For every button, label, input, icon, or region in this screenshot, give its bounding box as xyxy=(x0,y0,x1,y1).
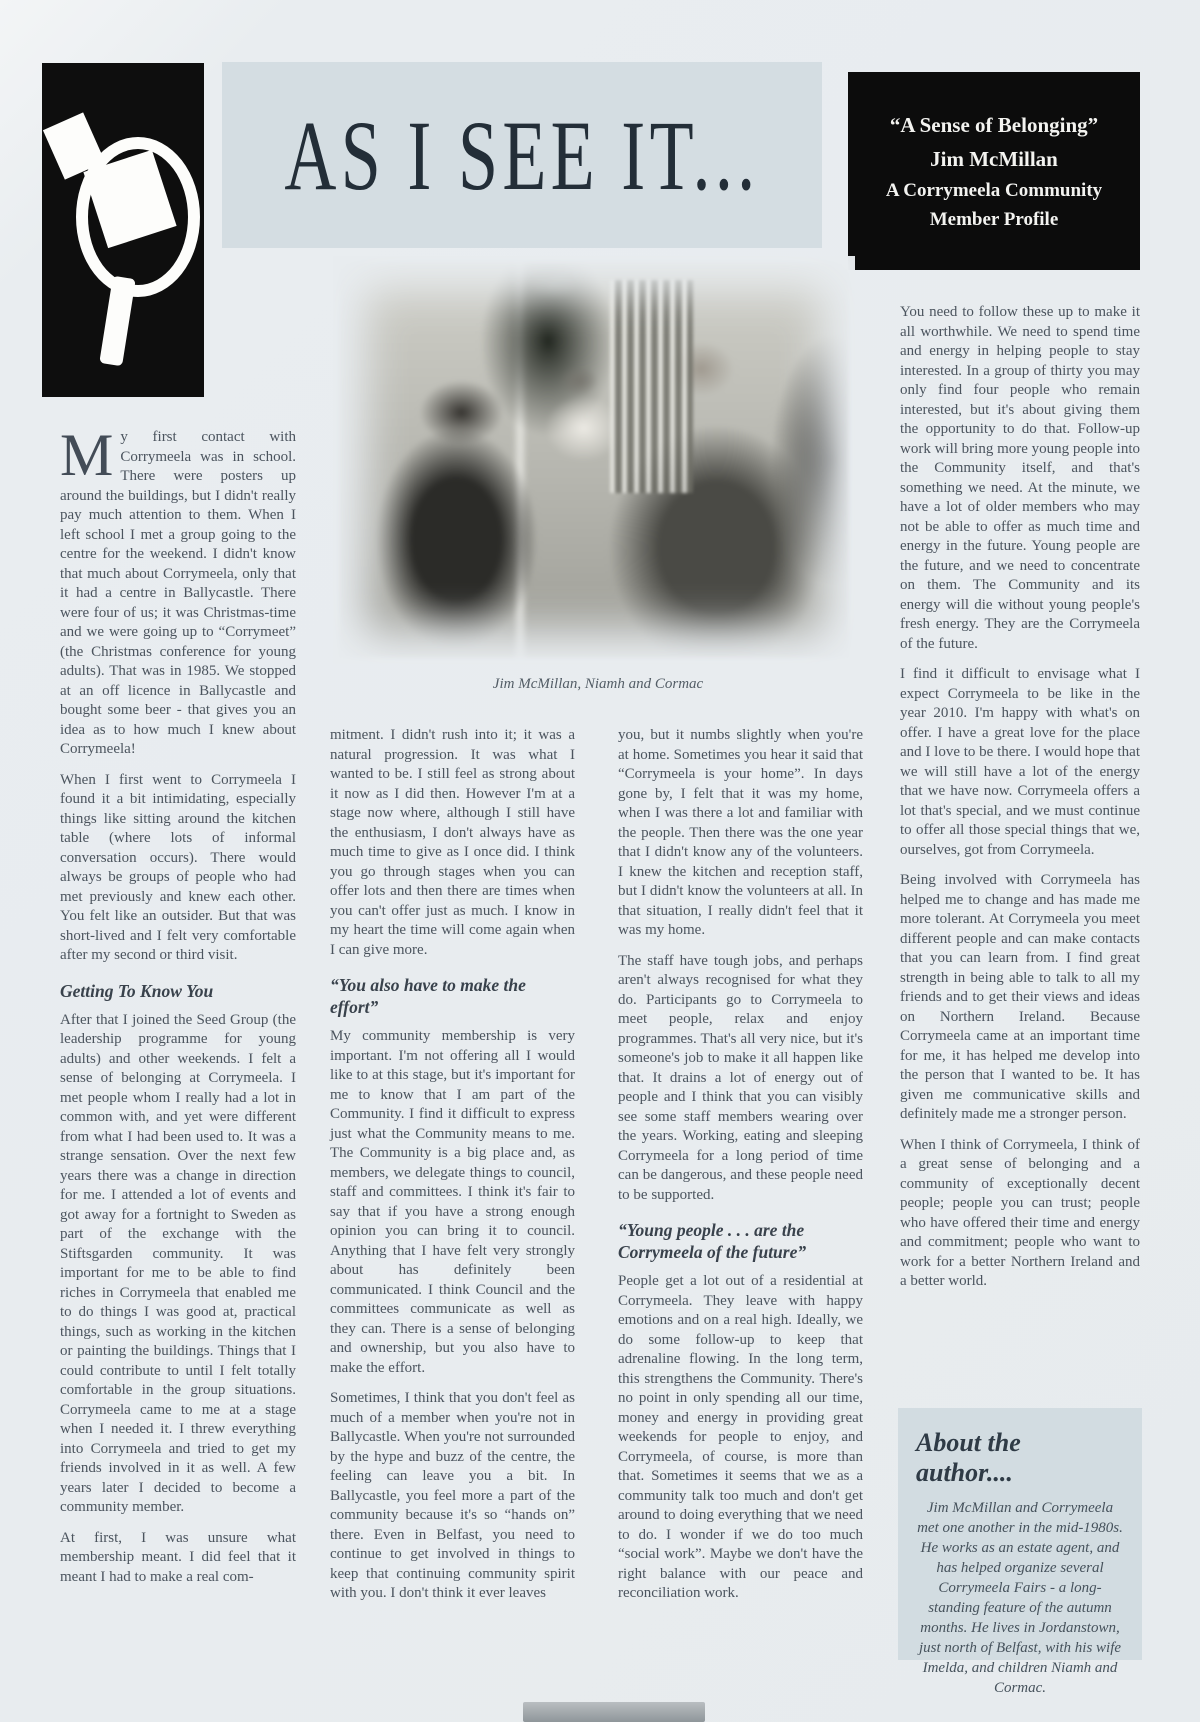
about-author-body: Jim McMillan and Corrymeela met one another in the mid-1980s. He works as an estate agent, and has helped organize several Corrymeela Fairs - a long-standing feature of the autumn months. He lives in Jordanstown, just north of Belfast, with his wife Imelda, and children Niamh and Cormac. xyxy=(917,1500,1123,1696)
section-heading-getting-to-know-you: Getting To Know You xyxy=(60,980,214,1001)
article-column-2 xyxy=(330,726,575,1615)
paragraph: Sometimes, I think that you don't feel as much of a member when you're not in Ballycastle. When you're not surrounded by the hype and buzz of the centre, the feeling can leave you a bit. In Ballycastle, you feel more a part of the community because it's so “hands on” there. Even in Belfast, you need to continue to get involved in things to keep that continuing community spirit with you. I don't think it ever leaves xyxy=(330,1390,575,1601)
paragraph-text: y first contact with Corrymeela was in school. There were posters up around the buildings, but I didn't really pay much attention to them. When I left school I met a group going to the centre for the weekend. I didn't know that much about Corrymeela, only that it had a centre in Ballycastle. There were four of us; it was Christmas-time and we were going up to “Corrymeet” (the Christmas conference for young adults). That was in 1985. We stopped at an off licence in Ballycastle and bought some beer - that gives you an idea as to how much I knew about Corrymeela! xyxy=(60,429,296,757)
profile-name: Jim McMillan xyxy=(930,147,1058,172)
paragraph xyxy=(60,422,296,760)
paragraph: Being involved with Corrymeela has helped me to change and has made me more tolerant. At Corrymeela you meet different people and can make contacts that you can learn from. I find great strength in being able to talk to all my friends and to get their views and ideas on Northern Ireland. Because Corrymeela came at an important time for me, it has helped me develop into the person that I wanted to be. It has given me communicative skills and definitely made me a stronger person. xyxy=(900,872,1140,1122)
article-column-3 xyxy=(618,726,863,1615)
photo-feathered-edge xyxy=(333,256,855,664)
member-profile-box xyxy=(848,72,1140,270)
paragraph: At first, I was unsure what membership meant. I did feel that it meant I had to make a real com- xyxy=(60,1529,296,1585)
drop-cap: M xyxy=(60,422,114,488)
about-author-heading: About the author.... xyxy=(916,1428,1021,1487)
paragraph: You need to follow these up to make it all worthwhile. We need to spend time and energy in helping people to stay interested. In a group of thirty you may only find four people who remain interested, but it's about giving them the opportunity to do that. Follow-up work will bring more young people into the Community itself, and that's something we need. At the minute, we have a lot of older members who may not be able to offer as much time and energy in the future. Young people are the future, and we need to concentrate on them. The Community and its energy will die without young people's fresh energy. They are the Corrymeela of the future. xyxy=(900,304,1140,652)
profile-role: Member Profile xyxy=(929,209,1059,231)
section-heading-young-people: “Young people . . . are the Corrymeela of the future” xyxy=(618,1220,807,1262)
paragraph: I find it difficult to envisage what I expect Corrymeela to be like in the year 2010. I'm happy with what's on offer. I have a great love for the place and I love to be there. I would hope that we will still have a lot of the energy that we have now. Corrymeela offers a lot that's special, and we must continue to offer all those special things that we, ourselves, got from Corrymeela. xyxy=(900,666,1140,858)
section-heading-make-the-effort: “You also have to make the effort” xyxy=(330,975,526,1017)
masthead-band xyxy=(222,62,822,248)
article-column-1 xyxy=(60,422,296,1598)
paragraph: The staff have tough jobs, and perhaps aren't always recognised for what they do. Participants go to Corrymeela to meet people, relax and enjoy programmes. That's all very nice, but it's someone's job to make it all happen like that. It drains a lot of energy out of people and I think that you can visibly see some staff members wearing over the years. Working, eating and sleeping Corrymeela for a long period of time can be dangerous, and these people need to be supported. xyxy=(618,952,863,1203)
masthead-title: AS I SEE IT... xyxy=(284,99,760,211)
about-author-box xyxy=(898,1408,1142,1696)
paragraph: After that I joined the Seed Group (the leadership programme for young adults) and other weekends. I felt a sense of belonging at Corrymeela. I met people whom I really had a lot in common with, and yet were different from what I had been used to. It was a strange sensation. Over the next few years there was a change in direction for me. I attended a lot of events and got away for a fortnight to Sweden as part of the exchange with the Stiftsgarden community. It was important for me to be able to find riches in Corrymeela that enabled me to do things I was good at, practical things, such as working in the kitchen or painting the buildings. Things that I could contribute to until I felt totally comfortable in the group situations. Corrymeela came to me at a stage when I needed it. I threw everything into Corrymeela and tried to get my friends involved in it as well. A few years later I decided to become a community member. xyxy=(60,1011,296,1515)
logo-box xyxy=(42,63,204,397)
paragraph: My community membership is very important. I'm not offering all I would like to at this stage, but it's important for me to know that I am part of the Community. I find it difficult to express just what the Community means to me. The Community is a big place and, as members, we delegate things to council, staff and committees. I think it's fair to say that if you have a strong enough opinion you can bring it to council. Anything that I have felt very strongly about has definitely been communicated. I think Council and the committees communicate as well as they can. There is a sense of belonging and ownership, but you also have to make the effort. xyxy=(330,1028,575,1376)
profile-quote: “A Sense of Belonging” xyxy=(889,113,1099,137)
paragraph: People get a lot out of a residential at Corrymeela. They leave with happy emotions and on a real high. Ideally, we do some follow-up to keep that adrenaline flowing. In the long term, this strengthens the Community. There's no point in only spending all our time, money and energy in providing great weekends for people to enjoy, and Corrymeela, of course, is more than that. Sometimes it seems that we as a community talk too much and don't get around to doing everything that we need to do. I wonder if we do too much “social work”. Maybe we don't have the right balance with our peace and reconciliation work. xyxy=(618,1273,863,1601)
page-edge-artifact xyxy=(523,1702,705,1722)
article-column-4 xyxy=(900,303,1140,1303)
paragraph: mitment. I didn't rush into it; it was a natural progression. It was what I wanted to be. I still feel as strong about it now as I did then. However I'm at a stage now where, although I still have the enthusiasm, I don't always have as much time to give as I once did. I think you go through stages when you can offer lots and then there are times when you can't offer just as much. I know in my heart the time will come again when I can give more. xyxy=(330,727,575,958)
paragraph: When I think of Corrymeela, I think of a great sense of belonging and a community of exceptionally decent people; people you can trust; people who have offered their time and energy and commitment; people who want to work for a better Northern Ireland and a better world. xyxy=(900,1136,1140,1289)
magnifier-handle xyxy=(99,276,135,367)
paragraph: When I first went to Corrymeela I found it a bit intimidating, especially things like sitting around the kitchen table (where lots of informal conversation occurs). There would always be groups of people who had met previously and knew each other. You felt like an outsider. But that was short-lived and I felt very comfortable after my second or third visit. xyxy=(60,771,296,963)
profile-community: A Corrymeela Community xyxy=(885,180,1103,202)
photo-caption: Jim McMillan, Niamh and Cormac xyxy=(492,676,704,692)
paragraph: you, but it numbs slightly when you're at home. Sometimes you hear it said that “Corrymeela is your home”. In days gone by, I felt that it was my home, when I was there a lot and familiar with the people. Then there was the one year that I didn't know any of the volunteers. I knew the kitchen and reception staff, but I didn't know the volunteers at all. In that situation, I really didn't feel that it was my home. xyxy=(618,727,863,938)
family-photo xyxy=(333,256,855,664)
